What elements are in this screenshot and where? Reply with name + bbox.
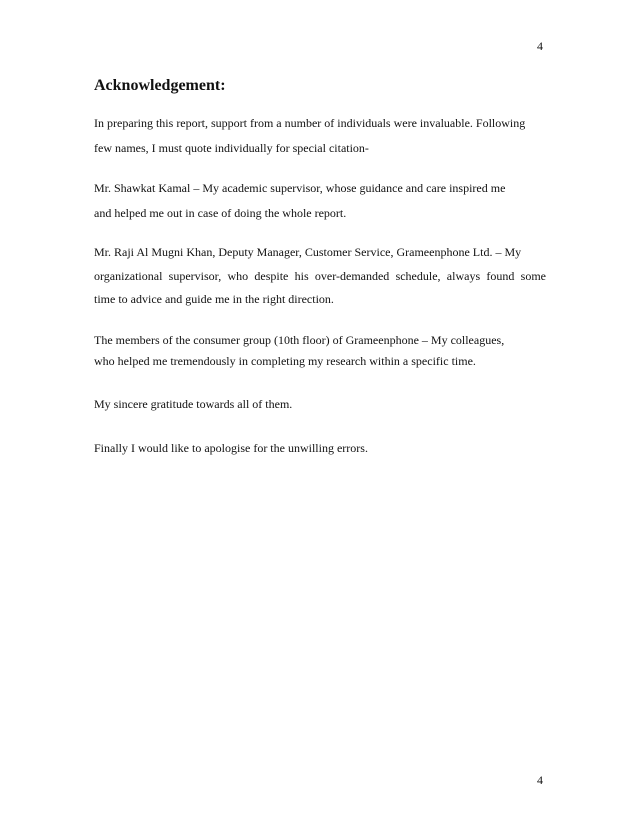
paragraph-organizational-supervisor-line-2: organizational supervisor, who despite his over-demanded schedule, always found some [94, 269, 546, 283]
paragraph-colleagues-line-1: The members of the consumer group (10th floor) of Grameenphone – My colleagues, [94, 333, 505, 347]
paragraph-academic-supervisor-line-2: and helped me out in case of doing the whole report. [94, 206, 347, 220]
paragraph-closing: Finally I would like to apologise for the unwilling errors. [94, 441, 368, 455]
page-number-top: 4 [537, 39, 543, 53]
paragraph-organizational-supervisor-line-1: Mr. Raji Al Mugni Khan, Deputy Manager, Customer Service, Grameenphone Ltd. – My [94, 245, 522, 259]
page-title: Acknowledgement: [94, 77, 226, 94]
paragraph-intro-line-2: few names, I must quote individually for special citation- [94, 141, 369, 155]
paragraph-academic-supervisor-line-1: Mr. Shawkat Kamal – My academic supervisor, whose guidance and care inspired me [94, 181, 506, 195]
paragraph-gratitude: My sincere gratitude towards all of them. [94, 397, 293, 411]
page-number-bottom: 4 [537, 773, 543, 787]
paragraph-colleagues-line-2: who helped me tremendously in completing my research within a specific time. [94, 354, 476, 368]
paragraph-organizational-supervisor-line-3: time to advice and guide me in the right direction. [94, 292, 334, 306]
paragraph-intro-line-1: In preparing this report, support from a number of individuals were invaluable. Following [94, 116, 526, 130]
